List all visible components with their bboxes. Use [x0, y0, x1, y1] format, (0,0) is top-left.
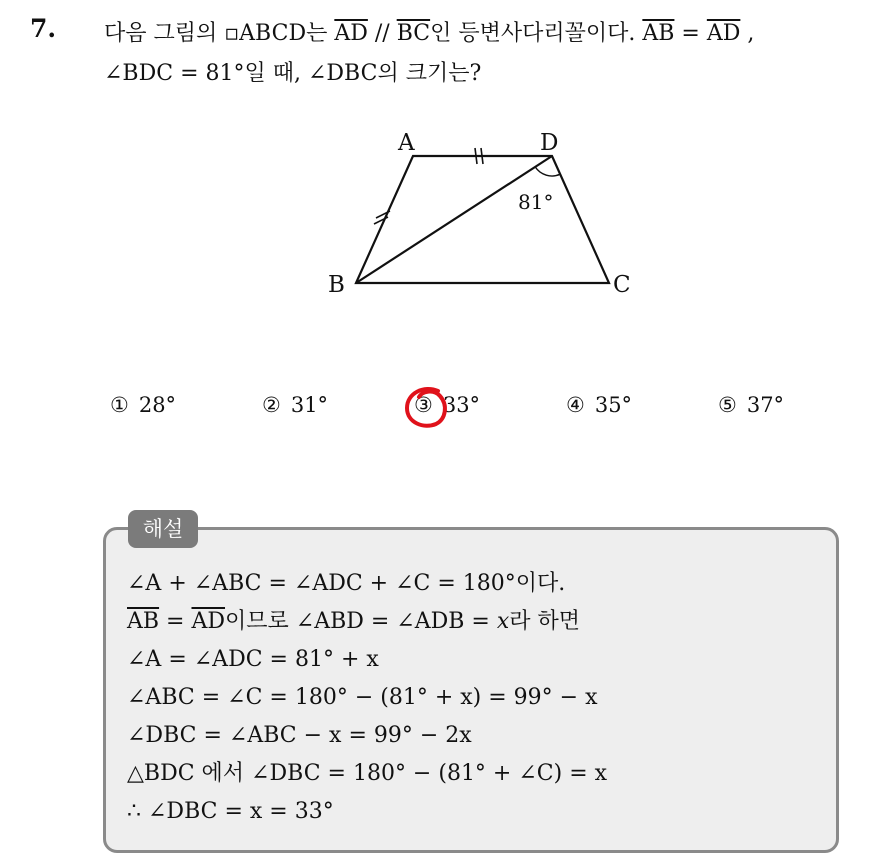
choice-value: 33° [442, 393, 481, 417]
solution-text-part: 이므로 ∠ABD = ∠ADB = [225, 609, 497, 634]
choice-value: 31° [290, 393, 329, 417]
question-number: 7. [30, 14, 57, 43]
choice-number: ④ [566, 393, 585, 417]
choice-number: ③ [414, 393, 433, 417]
choice-number: ② [262, 393, 281, 417]
solution-line-6: △BDC 에서 ∠DBC = 180° − (81° + ∠C) = x [127, 761, 608, 786]
solution-tab: 해설 [128, 510, 198, 548]
trapezoid-abcd [356, 156, 609, 283]
question-text-part: 다음 그림의 ▫ABCD는 [104, 21, 335, 46]
solution-line-4: ∠ABC = ∠C = 180° − (81° + x) = 99° − x [127, 685, 598, 710]
vertex-label-b: B [328, 272, 345, 298]
question-text-line2: ∠BDC = 81°일 때, ∠DBC의 크기는? [104, 61, 482, 86]
vertex-label-c: C [613, 272, 631, 298]
choice-2[interactable] [262, 393, 328, 417]
equals-symbol: = [159, 609, 192, 634]
solution-text-part: 라 하면 [509, 609, 581, 634]
choice-value: 35° [594, 393, 633, 417]
segment-ab: $\overline{AB}$ [642, 21, 675, 46]
parallel-symbol: // [367, 21, 397, 46]
solution-line-5: ∠DBC = ∠ABC − x = 99° − 2x [127, 723, 472, 748]
variable-x: x [496, 609, 510, 634]
choice-value: 28° [138, 393, 177, 417]
trapezoid-diagram [320, 120, 650, 310]
choice-4[interactable] [566, 393, 632, 417]
tick-mark-ad [481, 148, 483, 164]
answer-circle-mark [402, 383, 452, 433]
solution-content [127, 565, 607, 831]
vertex-label-a: A [398, 130, 415, 156]
segment-ad: $\overline{AD}$ [706, 21, 741, 46]
equals-symbol: = [674, 21, 707, 46]
comma: , [740, 21, 755, 46]
segment-ab: $\overline{AB}$ [127, 609, 160, 634]
choice-number: ① [110, 393, 129, 417]
angle-label: 81° [518, 190, 554, 214]
segment-bc: $\overline{BC}$ [396, 21, 431, 46]
answer-circle-stroke [407, 389, 445, 426]
solution-line-1: ∠A + ∠ABC = ∠ADC + ∠C = 180°이다. [127, 571, 566, 596]
choice-number: ⑤ [718, 393, 737, 417]
choice-1[interactable] [110, 393, 176, 417]
solution-line-2 [127, 603, 607, 641]
segment-ad: $\overline{AD}$ [334, 21, 368, 46]
solution-line-3: ∠A = ∠ADC = 81° + x [127, 647, 379, 672]
tick-mark-ad [475, 148, 477, 164]
segment-ad: $\overline{AD}$ [191, 609, 226, 634]
question-text-line1 [104, 16, 754, 47]
solution-line-7: ∴ ∠DBC = x = 33° [127, 799, 334, 824]
choice-value: 37° [746, 393, 785, 417]
vertex-label-d: D [540, 130, 559, 156]
choice-5[interactable] [718, 393, 784, 417]
question-text-part: 인 등변사다리꼴이다. [430, 21, 643, 46]
